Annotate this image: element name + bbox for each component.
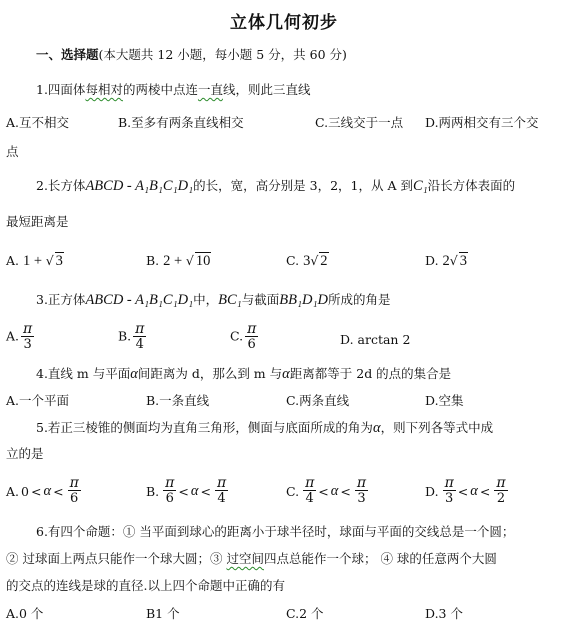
q2-option-b[interactable]: B. 2 + √ 10 (146, 253, 211, 269)
q3-option-c[interactable]: C. $\frac{\pi}{6}$ (230, 321, 257, 352)
q6-option-d[interactable]: D.3 个 (425, 606, 463, 621)
question-5-stem-wrap: 立的是 (6, 446, 44, 461)
fraction: $\frac{\pi}{3}$ (23, 321, 33, 352)
question-6-line-1: 6.有四个命题：① 当平面到球心的距离小于球半径时，球面与平面的交线总是一个圆； (36, 524, 515, 539)
page-title: 立体几何初步 (230, 13, 338, 33)
q2-option-a[interactable]: A. 1 + √ 3 (6, 253, 63, 269)
fraction: $\frac{\pi}{3}$ (444, 475, 454, 506)
fraction: $\frac{\pi}{4}$ (216, 475, 227, 506)
fraction: $\frac{\pi}{6}$ (69, 475, 79, 506)
fraction: $\frac{\pi}{4}$ (305, 475, 315, 506)
q5-option-d[interactable]: D. $\frac{\pi}{3}$ < α < $\frac{\pi}{2}$ (425, 475, 506, 506)
question-6-line-3: 的交点的连线是球的直径.以上四个命题中正确的有 (6, 578, 285, 593)
fraction: $\frac{\pi}{6}$ (247, 321, 257, 352)
q4-option-c[interactable]: C.两条直线 (286, 393, 350, 408)
fraction: $\frac{\pi}{3}$ (356, 475, 367, 506)
q5-option-a[interactable]: A. 0 < α < $\frac{\pi}{6}$ (6, 475, 79, 506)
q2-option-d[interactable]: D. 2√ 3 (425, 253, 468, 269)
fraction: $\frac{\pi}{4}$ (135, 321, 145, 352)
q6-option-a[interactable]: A.0 个 (6, 606, 44, 621)
question-3-stem: 3.正方体ABCD - A₁B₁C₁D₁中，BC₁与截面BB₁D₁D所成的角是 (36, 292, 391, 308)
q3-option-b[interactable]: B. $\frac{\pi}{4}$ (118, 321, 145, 352)
q3-option-d[interactable]: D. arctan 2 (340, 332, 411, 347)
q6-option-b[interactable]: B1 个 (146, 606, 180, 621)
q1-option-b[interactable]: B.至多有两条直线相交 (118, 115, 244, 130)
q4-option-d[interactable]: D.空集 (425, 393, 464, 408)
section-heading (36, 45, 347, 63)
question-5-stem: 5.若正三棱锥的侧面均为直角三角形，侧面与底面所成的角为α，则下列各等式中成 (36, 420, 494, 436)
section-title: 一、选择题 (36, 47, 99, 62)
q3-option-a[interactable]: A. $\frac{\pi}{3}$ (6, 321, 33, 352)
q2-option-c[interactable]: C. 3√ 2 (286, 253, 328, 269)
q1-option-d-wrap: 点 (6, 144, 19, 159)
q4-option-b[interactable]: B.一条直线 (146, 393, 210, 408)
q5-option-b[interactable]: B. $\frac{\pi}{6}$ < α < $\frac{\pi}{4}$ (146, 475, 227, 506)
q1-option-d[interactable]: D.两两相交有三个交 (425, 115, 539, 130)
question-2-stem-wrap: 最短距离是 (6, 214, 69, 229)
q5-option-c[interactable]: C. $\frac{\pi}{4}$ < α < $\frac{\pi}{3}$ (286, 475, 367, 506)
q1-option-a[interactable]: A.互不相交 (6, 115, 70, 130)
question-4-stem: 4.直线 m 与平面α间距离为 d，那么到 m 与α距离都等于 2d 的点的集合是 (36, 366, 452, 382)
question-6-line-2: ② 过球面上两点只能作一个球大圆；③ 过空间四点总能作一个球； ④ 球的任意两个大圆 (6, 551, 497, 566)
q4-option-a[interactable]: A.一个平面 (6, 393, 70, 408)
q1-option-c[interactable]: C.三线交于一点 (315, 115, 404, 130)
question-2-stem: 2.长方体ABCD - A₁B₁C₁D₁的长，宽，高分别是 3，2，1，从 A 到C₁沿长方体表面的 (36, 178, 516, 194)
q6-option-c[interactable]: C.2 个 (286, 606, 324, 621)
section-note: (本大题共 12 小题，每小题 5 分，共 60 分) (98, 47, 347, 62)
fraction: $\frac{\pi}{2}$ (496, 475, 506, 506)
question-1-stem: 1.四面体每相对的两棱中点连一直线，则此三直线 (36, 82, 311, 97)
fraction: $\frac{\pi}{6}$ (165, 475, 175, 506)
